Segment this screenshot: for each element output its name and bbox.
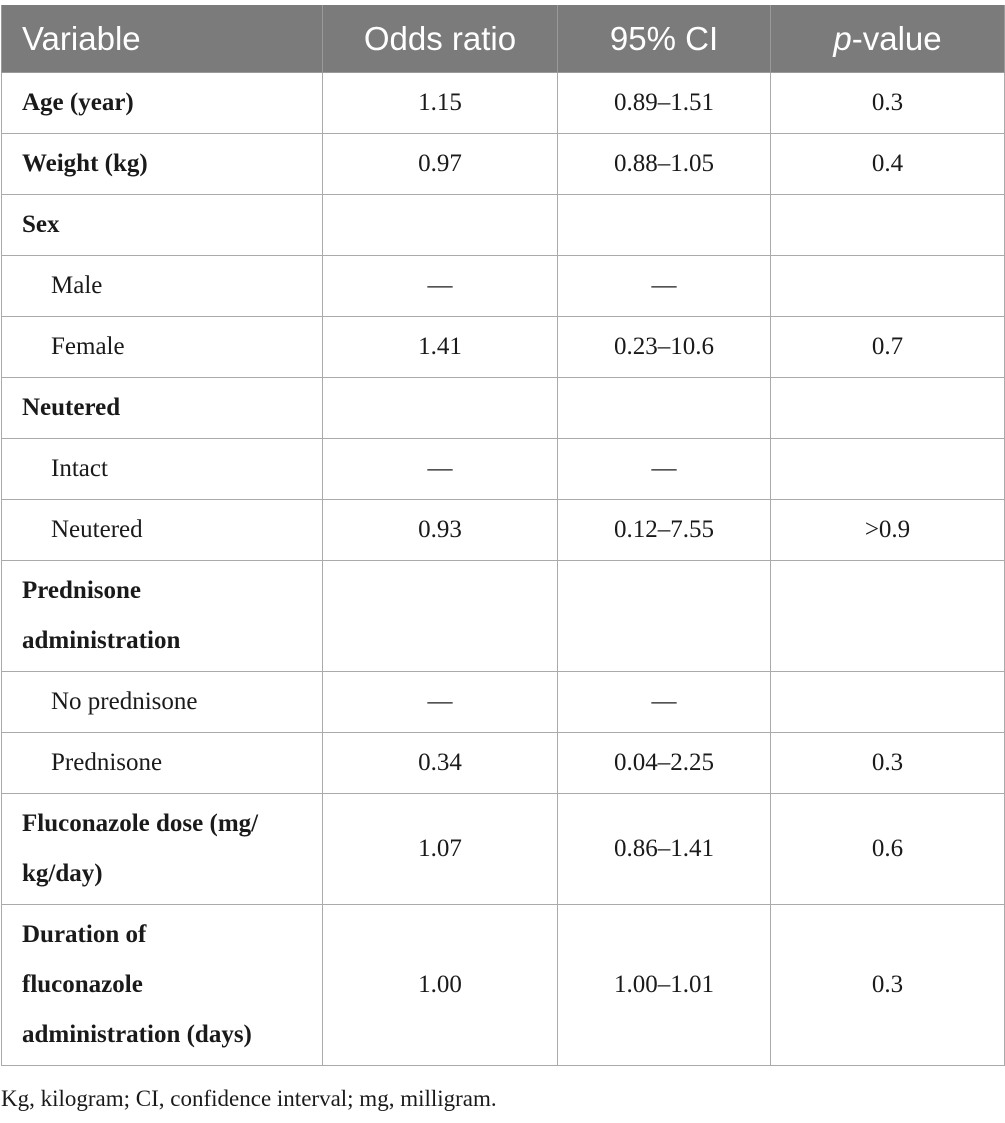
cell-variable: Intact (2, 439, 323, 500)
cell-variable-line: Prednisone (22, 577, 141, 604)
cell-ci (558, 378, 771, 439)
header-odds-ratio: Odds ratio (323, 5, 558, 73)
table-footnote: Kg, kilogram; CI, confidence interval; mg, milligram. (1, 1086, 497, 1111)
cell-odds-ratio: — (323, 672, 558, 733)
header-p-value (771, 5, 1005, 73)
cell-p-value: >0.9 (771, 500, 1005, 561)
table-row-prednisone (2, 733, 1005, 794)
cell-odds-ratio: — (323, 439, 558, 500)
cell-p-value: 0.7 (771, 317, 1005, 378)
cell-p-value (771, 672, 1005, 733)
table-row-intact (2, 439, 1005, 500)
cell-variable-line: fluconazole (22, 971, 143, 998)
header-row (2, 5, 1005, 73)
cell-ci: 0.04–2.25 (558, 733, 771, 794)
header-p-italic: p (833, 19, 852, 57)
cell-p-value (771, 378, 1005, 439)
header-variable: Variable (2, 5, 323, 73)
cell-ci: 0.88–1.05 (558, 134, 771, 195)
table-row-neutered (2, 500, 1005, 561)
cell-ci: — (558, 439, 771, 500)
cell-ci: 0.23–10.6 (558, 317, 771, 378)
cell-variable-line: Duration of (22, 921, 147, 948)
header-p-suffix: -value (851, 19, 942, 57)
cell-p-value (771, 195, 1005, 256)
table-row-weight (2, 134, 1005, 195)
cell-odds-ratio: 1.00 (323, 905, 558, 1066)
cell-variable: Neutered (2, 378, 323, 439)
cell-variable-line: administration (days) (22, 1021, 252, 1048)
cell-p-value: 0.3 (771, 733, 1005, 794)
cell-variable: Age (year) (2, 73, 323, 134)
cell-p-value (771, 439, 1005, 500)
cell-p-value (771, 256, 1005, 317)
cell-odds-ratio: 1.15 (323, 73, 558, 134)
cell-ci (558, 561, 771, 672)
cell-p-value: 0.6 (771, 794, 1005, 905)
cell-odds-ratio (323, 378, 558, 439)
cell-odds-ratio: 1.41 (323, 317, 558, 378)
cell-odds-ratio (323, 561, 558, 672)
cell-p-value: 0.4 (771, 134, 1005, 195)
cell-variable (2, 905, 323, 1066)
cell-ci: — (558, 256, 771, 317)
cell-ci: 1.00–1.01 (558, 905, 771, 1066)
cell-variable: Neutered (2, 500, 323, 561)
cell-ci: 0.89–1.51 (558, 73, 771, 134)
cell-p-value: 0.3 (771, 905, 1005, 1066)
cell-ci: 0.86–1.41 (558, 794, 771, 905)
table-row-fluconazole-dose (2, 794, 1005, 905)
cell-variable: Sex (2, 195, 323, 256)
cell-odds-ratio (323, 195, 558, 256)
header-ci: 95% CI (558, 5, 771, 73)
cell-odds-ratio: 1.07 (323, 794, 558, 905)
cell-variable (2, 561, 323, 672)
cell-variable-line: kg/day) (22, 860, 103, 887)
cell-variable: Weight (kg) (2, 134, 323, 195)
cell-odds-ratio: 0.34 (323, 733, 558, 794)
cell-p-value (771, 561, 1005, 672)
results-table (1, 5, 1005, 1066)
cell-variable-line: administration (22, 627, 181, 654)
table-row-fluconazole-duration (2, 905, 1005, 1066)
cell-variable (2, 794, 323, 905)
table-row-female (2, 317, 1005, 378)
table-row-sex (2, 195, 1005, 256)
cell-odds-ratio: — (323, 256, 558, 317)
cell-odds-ratio: 0.97 (323, 134, 558, 195)
cell-odds-ratio: 0.93 (323, 500, 558, 561)
cell-ci: — (558, 672, 771, 733)
table-row-neutered-group (2, 378, 1005, 439)
table-row-prednisone-administration (2, 561, 1005, 672)
cell-ci: 0.12–7.55 (558, 500, 771, 561)
table-row-age (2, 73, 1005, 134)
cell-variable: No prednisone (2, 672, 323, 733)
cell-variable: Female (2, 317, 323, 378)
cell-p-value: 0.3 (771, 73, 1005, 134)
table-row-male (2, 256, 1005, 317)
cell-variable: Prednisone (2, 733, 323, 794)
table-row-no-prednisone (2, 672, 1005, 733)
cell-ci (558, 195, 771, 256)
cell-variable: Male (2, 256, 323, 317)
cell-variable-line: Fluconazole dose (mg/ (22, 810, 259, 837)
